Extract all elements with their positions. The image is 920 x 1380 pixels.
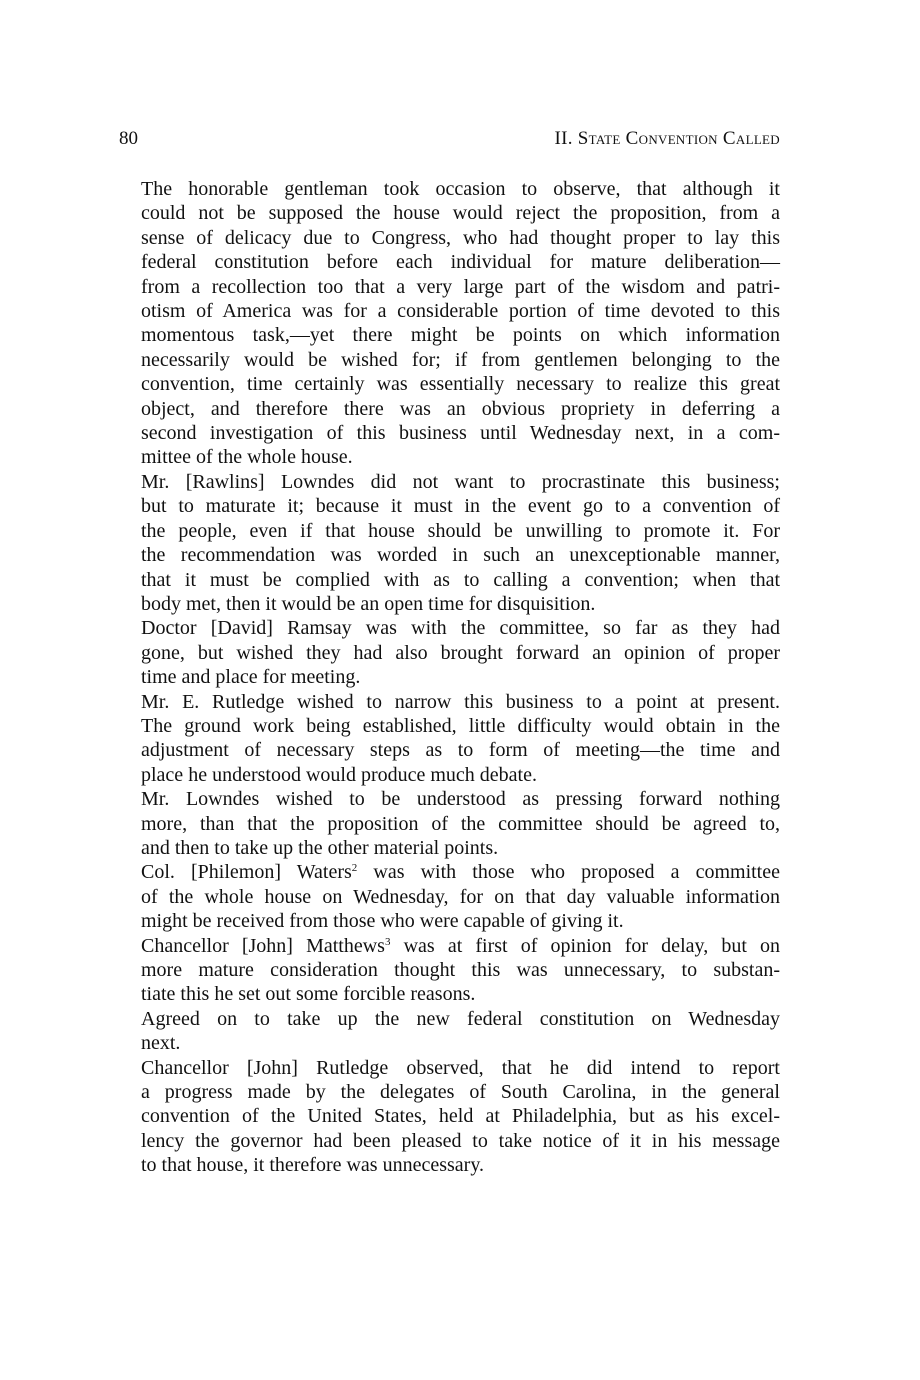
- text-line: lency the governor had been pleased to take notice of it in his message: [141, 1129, 780, 1152]
- paragraph: [119, 690, 780, 788]
- text-line: a progress made by the delegates of South Carolina, in the general: [141, 1081, 780, 1104]
- text-line: convention of the United States, held at Philadelphia, but as his excel-: [141, 1105, 780, 1128]
- text-line: that it must be complied with as to calling a convention; when that: [141, 568, 780, 591]
- paragraph: [119, 616, 780, 689]
- text-line: and then to take up the other material points.: [141, 836, 499, 859]
- text-line: place he understood would produce much debate.: [141, 763, 537, 786]
- paragraph: [119, 934, 780, 1007]
- text-line: time and place for meeting.: [141, 666, 361, 689]
- text-line: Mr. [Rawlins] Lowndes did not want to procrastinate this business;: [141, 470, 780, 493]
- footnote-marker[interactable]: 2: [351, 862, 358, 875]
- text-line: the recommendation was worded in such an unexceptionable manner,: [141, 544, 780, 567]
- paragraph: [119, 1056, 780, 1178]
- footnote-marker[interactable]: 3: [384, 935, 391, 948]
- text-line: [119, 860, 780, 884]
- text-line: mittee of the whole house.: [141, 446, 353, 469]
- text-line: Mr. Lowndes wished to be understood as pressing forward nothing: [141, 788, 780, 811]
- paragraph: [119, 787, 780, 860]
- text-line: Doctor [David] Ramsay was with the committee, so far as they had: [141, 617, 780, 640]
- text-line: of the whole house on Wednesday, for on that day valuable information: [141, 885, 780, 908]
- text-line: might be received from those who were capable of giving it.: [141, 910, 624, 933]
- text-line: body met, then it would be an open time for disquisition.: [141, 592, 596, 615]
- text-line: more mature consideration thought this was unnecessary, to substan-: [141, 959, 780, 981]
- text-line: more, than that the proposition of the committee should be agreed to,: [141, 812, 780, 835]
- text-line: momentous task,—yet there might be points on which information: [141, 324, 780, 347]
- text-line: Mr. E. Rutledge wished to narrow this business to a point at present.: [141, 690, 780, 713]
- text-line: gone, but wished they had also brought forward an opinion of proper: [141, 641, 780, 664]
- text-line: Chancellor [John] Rutledge observed, that he did intend to report: [141, 1056, 780, 1079]
- text-line: to that house, it therefore was unnecessary.: [141, 1154, 485, 1177]
- text-line: second investigation of this business until Wednesday next, in a com-: [141, 422, 780, 445]
- text-line: [119, 934, 780, 958]
- text-line: necessarily would be wished for; if from gentlemen belonging to the: [141, 348, 780, 371]
- text-run: Chancellor [John] Matthews: [141, 934, 385, 957]
- text-line: from a recollection too that a very large part of the wisdom and patri-: [141, 275, 780, 298]
- text-line: Agreed on to take up the new federal constitution on Wednesday: [141, 1007, 780, 1030]
- text-line: convention, time certainly was essentially necessary to realize this great: [141, 373, 780, 396]
- text-line: otism of America was for a considerable portion of time devoted to this: [141, 300, 780, 323]
- text-run: was with those who proposed a committee: [357, 861, 780, 884]
- text-line: next.: [141, 1032, 181, 1055]
- running-title: II. State Convention Called: [554, 128, 780, 149]
- text-run: was at first of opinion for delay, but on: [390, 934, 780, 957]
- paragraph: [119, 860, 780, 933]
- page-number: 80: [119, 128, 138, 149]
- paragraph: [119, 1007, 780, 1056]
- body-text: [119, 177, 780, 1178]
- text-line: tiate this he set out some forcible reasons.: [141, 983, 476, 1006]
- text-line: The ground work being established, little difficulty would obtain in the: [141, 714, 780, 737]
- text-line: could not be supposed the house would reject the proposition, from a: [141, 202, 780, 225]
- text-line: the people, even if that house should be unwilling to promote it. For: [141, 519, 780, 542]
- text-line: but to maturate it; because it must in the event go to a convention of: [141, 495, 780, 518]
- paragraph: [119, 177, 780, 470]
- running-head: [119, 128, 780, 156]
- text-line: federal constitution before each individual for mature deliberation—: [141, 251, 780, 274]
- text-run: Col. [Philemon] Waters: [141, 861, 352, 884]
- text-line: adjustment of necessary steps as to form of meeting—the time and: [141, 739, 780, 762]
- paragraph: [119, 470, 780, 616]
- text-line: sense of delicacy due to Congress, who had thought proper to lay this: [141, 226, 780, 249]
- text-line: object, and therefore there was an obvious propriety in deferring a: [141, 397, 780, 420]
- text-line: The honorable gentleman took occasion to observe, that although it: [141, 178, 780, 200]
